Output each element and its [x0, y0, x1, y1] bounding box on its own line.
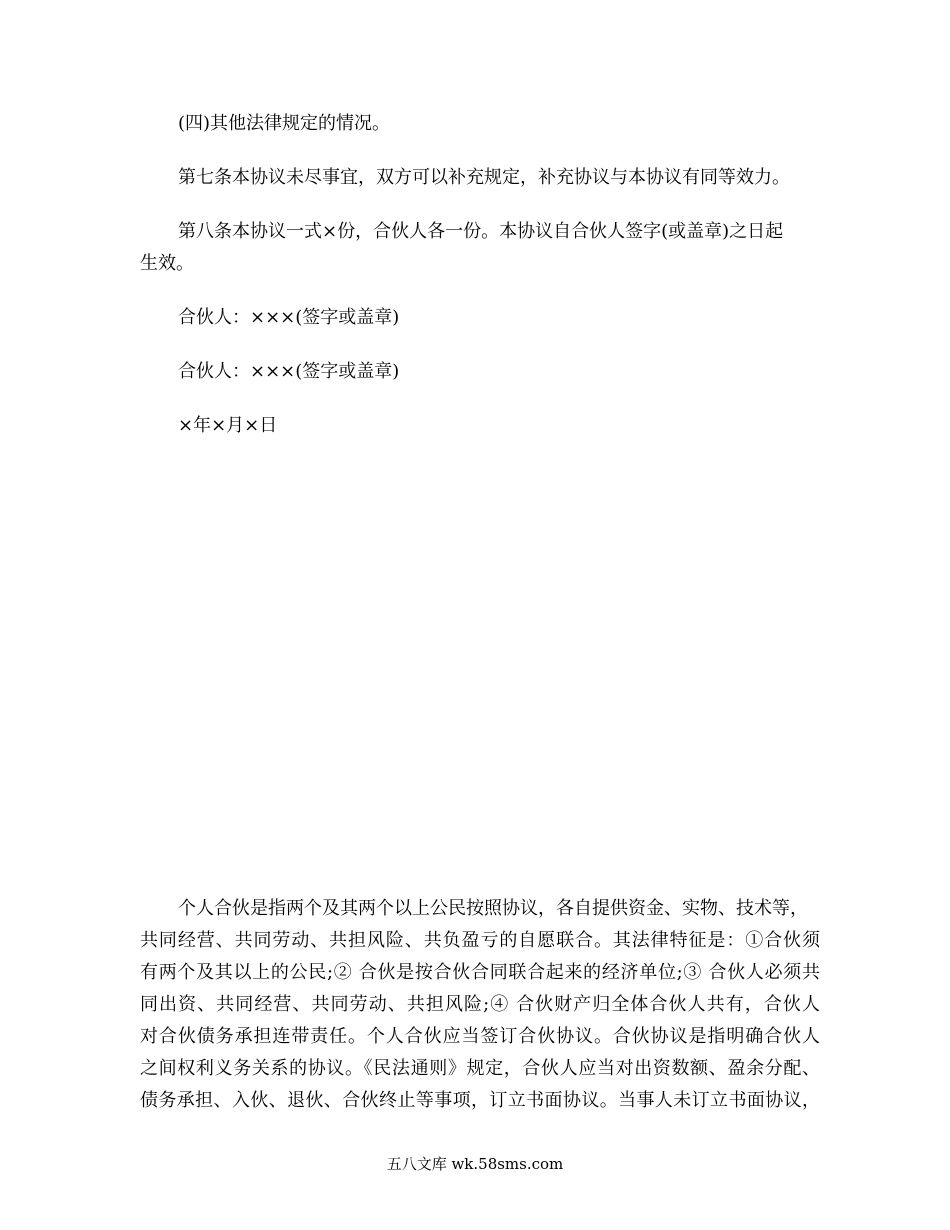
paragraph-line: 对合伙债务承担连带责任。个人合伙应当签订合伙协议。合伙协议是指明确合伙人 — [140, 1026, 820, 1047]
article-eight-line-2: 生效。 — [140, 253, 194, 274]
article-seven: 第七条本协议未尽事宜，双方可以补充规定，补充协议与本协议有同等效力。 — [178, 167, 790, 188]
paragraph-line: 有两个及其以上的公民;② 合伙是按合伙合同联合起来的经济单位;③ 合伙人必须共 — [140, 962, 820, 983]
page-footer-watermark: 五八文库 wk.58sms.com — [386, 1155, 564, 1173]
clause-item-four: (四)其他法律规定的情况。 — [178, 113, 391, 134]
paragraph-line: 之间权利义务关系的协议。《民法通则》规定，合伙人应当对出资数额、盈余分配、 — [140, 1058, 820, 1079]
partner-signature-1: 合伙人：×××(签字或盖章) — [178, 307, 400, 328]
signing-date: ×年×月×日 — [178, 415, 278, 436]
paragraph-line: 同出资、共同经营、共同劳动、共担风险;④ 合伙财产归全体合伙人共有，合伙人 — [140, 994, 820, 1015]
paragraph-line: 共同经营、共同劳动、共担风险、共负盈亏的自愿联合。其法律特征是：①合伙须 — [140, 930, 820, 951]
partner-signature-2: 合伙人：×××(签字或盖章) — [178, 361, 400, 382]
article-eight-line-1: 第八条本协议一式×份，合伙人各一份。本协议自合伙人签字(或盖章)之日起 — [178, 221, 784, 242]
paragraph-line: 债务承担、入伙、退伙、合伙终止等事项，订立书面协议。当事人未订立书面协议， — [140, 1090, 820, 1111]
paragraph-line: 个人合伙是指两个及其两个以上公民按照协议，各自提供资金、实物、技术等， — [178, 898, 808, 919]
